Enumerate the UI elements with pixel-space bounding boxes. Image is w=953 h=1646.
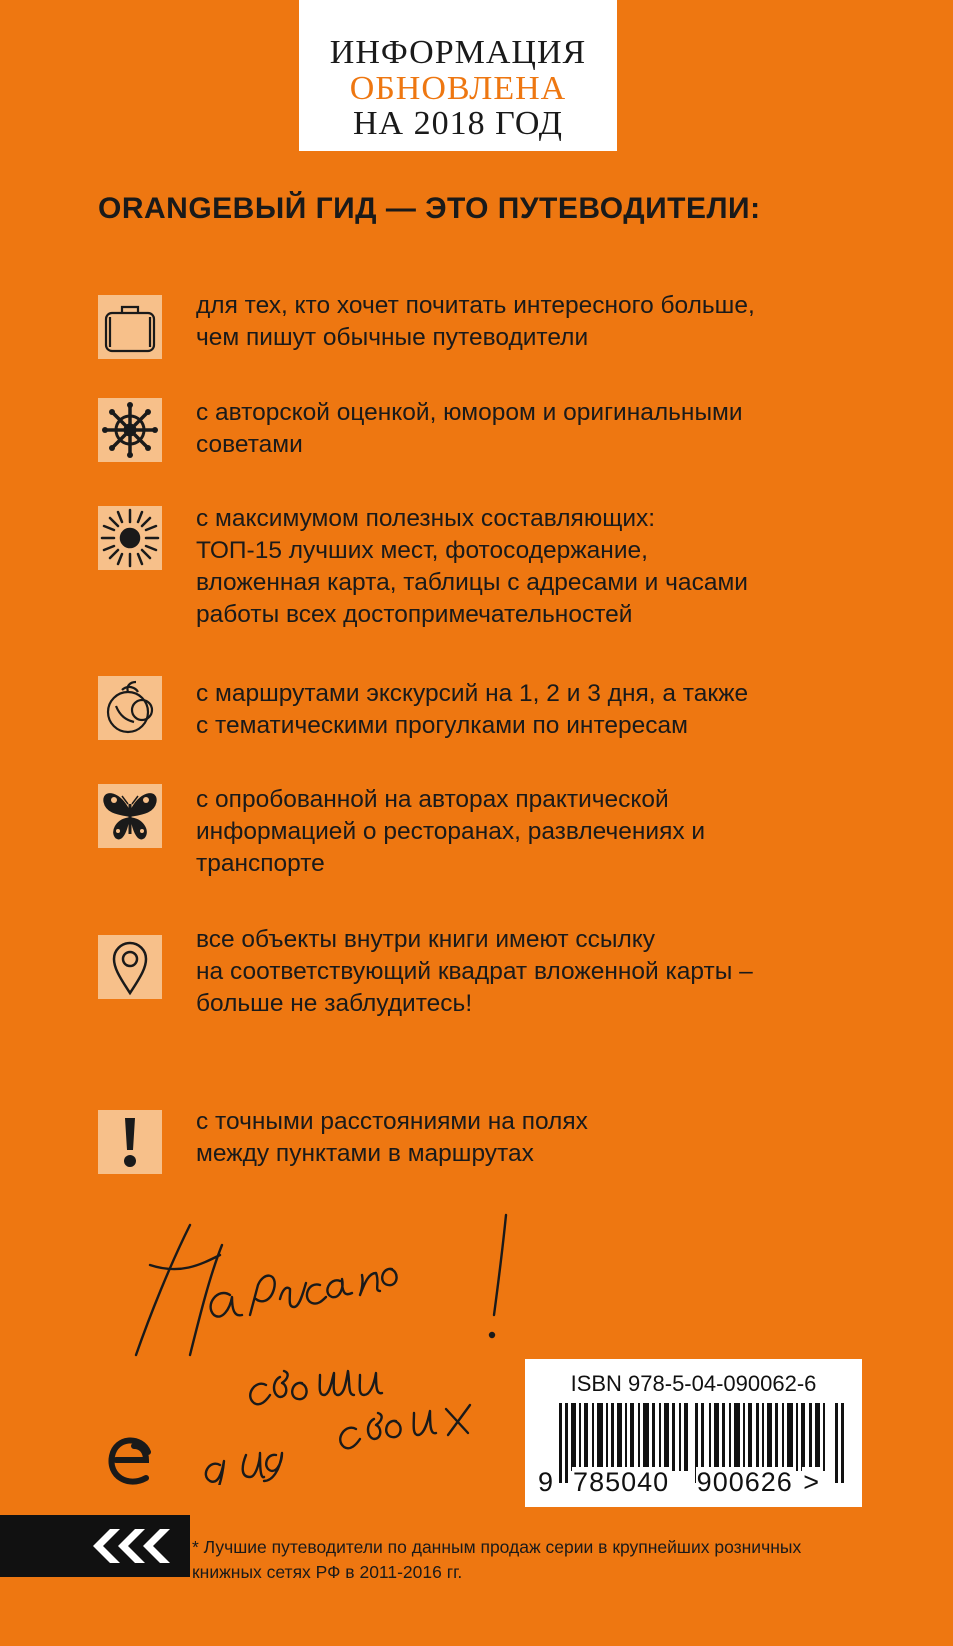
- feature-text: все объекты внутри книги имеют ссылку на соответствующий квадрат вложенной карты – больше не заблудитесь!: [196, 926, 753, 1017]
- isbn-label: ISBN 978-5-04-090062-6: [570, 1371, 817, 1396]
- sun-icon: [98, 506, 162, 570]
- feature-text: с точными расстояниями на полях между пунктами в маршрутах: [196, 1108, 588, 1167]
- handwritten-signature: [130, 1205, 550, 1485]
- barcode-digit-group-2: 900626: [696, 1467, 793, 1497]
- series-tab: [0, 1515, 190, 1577]
- info-line-3: НА 2018 ГОД: [353, 105, 563, 142]
- info-line-2: ОБНОВЛЕНА: [349, 70, 567, 107]
- feature-text: с маршрутами экскурсий на 1, 2 и 3 дня, а также с тематическими прогулками по интересам: [196, 680, 749, 739]
- ship-wheel-icon: [98, 398, 162, 462]
- barcode-digit-group-1: 785040: [573, 1467, 670, 1497]
- feature-text: с максимумом полезных составляющих: ТОП-15 лучших мест, фотосодержание, вложенная карта, таблицы с адресами и часами работы всех достопримечательностей: [196, 505, 748, 628]
- fruit-icon: [98, 676, 162, 740]
- butterfly-icon: [98, 784, 162, 848]
- info-line-1: ИНФОРМАЦИЯ: [329, 34, 587, 71]
- suitcase-icon: [98, 295, 162, 359]
- feature-text: для тех, кто хочет почитать интересного больше, чем пишут обычные путеводители: [196, 292, 755, 351]
- map-pin-icon: [98, 935, 162, 999]
- isbn-barcode: [525, 1359, 862, 1507]
- feature-text: с авторской оценкой, юмором и оригинальными советами: [196, 399, 743, 458]
- info-updated-box: [299, 0, 617, 151]
- barcode-digit-first: 9: [538, 1467, 555, 1497]
- chevrons-left-icon: [80, 1529, 180, 1563]
- barcode-digits: [537, 1467, 857, 1498]
- publisher-logo: [102, 1430, 160, 1494]
- headline: ORANGEВЫЙ ГИД — ЭТО ПУТЕВОДИТЕЛИ:: [98, 192, 761, 225]
- exclamation-icon: [98, 1110, 162, 1174]
- footnote: * Лучшие путеводители по данным продаж серии в крупнейших розничных книжных сетях РФ в 2011-2016 гг.: [192, 1537, 802, 1582]
- barcode-digit-end: >: [803, 1467, 821, 1497]
- feature-text: с опробованной на авторах практической информацией о ресторанах, развлечениях и транспорте: [196, 786, 706, 877]
